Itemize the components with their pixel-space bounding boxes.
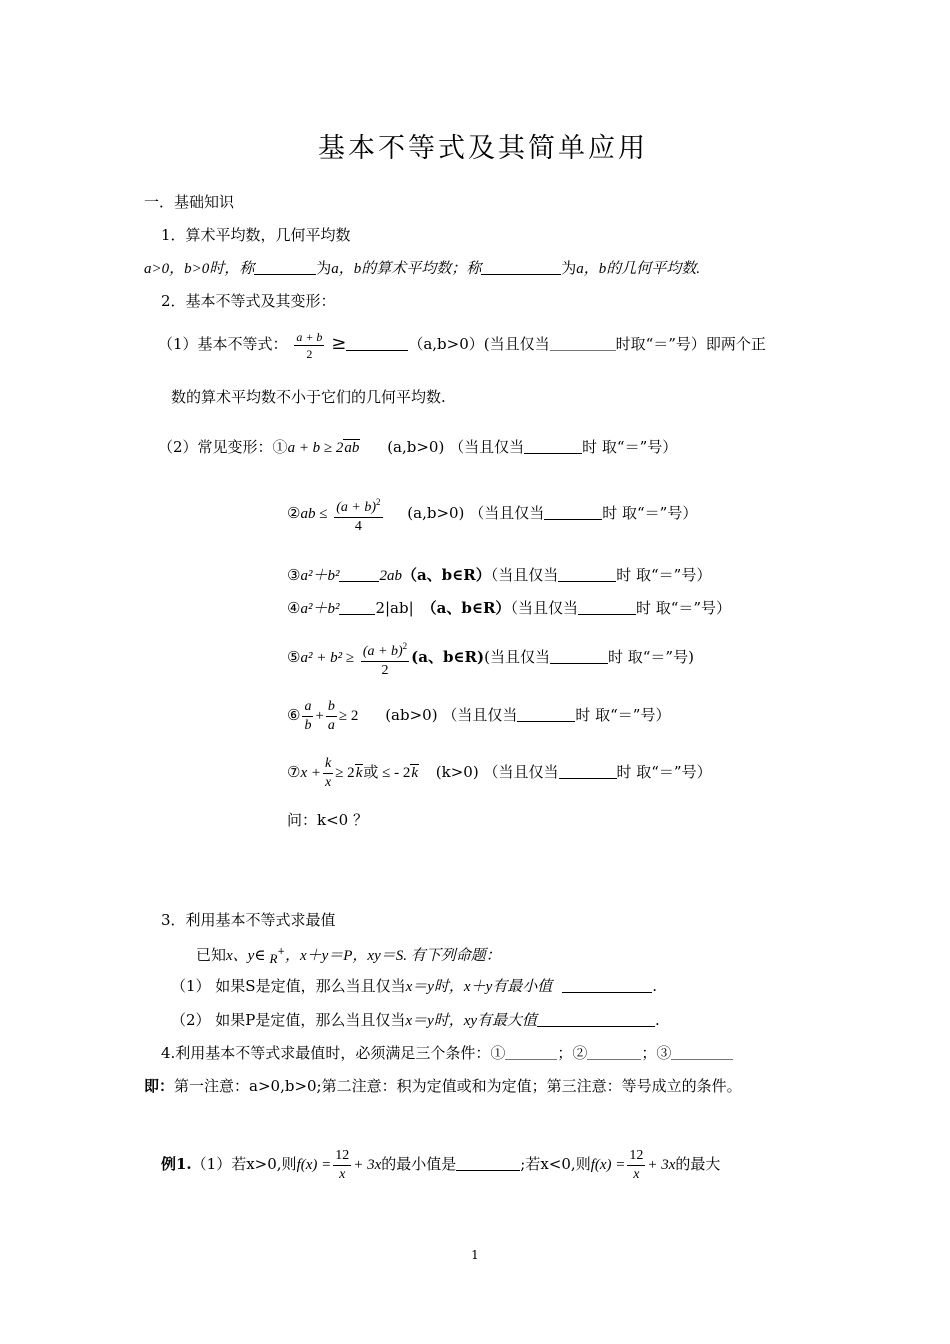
condition: （a、b∈R）: [421, 599, 511, 617]
denominator: a: [327, 717, 335, 733]
text: （当且仅当: [469, 504, 545, 522]
text: b>0时，称: [184, 261, 255, 277]
text: a，b的几何平均数.: [576, 261, 701, 277]
condition: （a,b>0）(当且仅当: [408, 335, 550, 353]
formula: x +: [300, 765, 321, 781]
fraction: [333, 1147, 351, 1184]
variant-1: [158, 437, 677, 458]
blank[interactable]: [550, 648, 608, 664]
blank[interactable]: [339, 599, 375, 615]
blank[interactable]: [587, 1044, 641, 1060]
sqrt: ab: [344, 440, 360, 456]
example-1: [161, 1142, 720, 1187]
section-heading: 一．基础知识: [144, 193, 235, 211]
function: f(x) =: [590, 1157, 626, 1173]
note-line: [144, 1076, 742, 1096]
formula: + 3x: [353, 1157, 382, 1173]
fraction: [323, 755, 333, 792]
condition: (a、b∈R): [411, 648, 485, 666]
blank[interactable]: [562, 977, 652, 993]
numerator: k: [323, 755, 333, 774]
variant-3: [287, 565, 711, 586]
denominator: 2: [381, 662, 389, 678]
basic-inequality-continued: 数的算术平均数不小于它们的几何平均数.: [171, 388, 446, 406]
label: （2）常见变形：: [158, 438, 273, 456]
function: f(x) =: [296, 1157, 332, 1173]
text: ;若x<0,则: [520, 1155, 591, 1173]
marker: ⑦: [287, 763, 301, 781]
denominator: x: [339, 1166, 346, 1182]
denominator: b: [304, 717, 312, 733]
text: 时 取“＝”号）: [582, 438, 678, 456]
proposition-1: [171, 976, 657, 997]
formula: a + b ≥ 2: [287, 440, 344, 456]
text: ，x＋y＝P，xy＝S. 有下列命题：: [284, 948, 501, 964]
sqrt: k: [411, 765, 419, 781]
numerator: [361, 637, 409, 662]
blank[interactable]: [346, 335, 408, 351]
formula: ab ≤: [300, 506, 328, 522]
text: (当且仅当: [484, 648, 550, 666]
exponent: 2: [376, 496, 381, 507]
question: 问：k<0 ？: [287, 811, 368, 829]
text: (a + b): [362, 643, 403, 659]
condition: (ab>0): [385, 706, 438, 724]
exponent: 2: [402, 640, 408, 651]
fraction: [627, 1147, 645, 1184]
geq-sign: ≥: [331, 333, 347, 354]
text: （当且仅当: [449, 438, 525, 456]
marker: ①: [272, 438, 288, 456]
blank[interactable]: [339, 566, 379, 582]
item-4-conditions: [161, 1043, 733, 1063]
condition: （a、b∈R）: [401, 566, 491, 584]
variant-5: [287, 636, 694, 680]
blank[interactable]: [544, 504, 602, 520]
text: 4.利用基本不等式求最值时，必须满足三个条件：①: [161, 1044, 506, 1062]
condition: (a,b>0): [387, 438, 445, 456]
text: （当且仅当: [510, 599, 578, 617]
example-label: 例1.: [161, 1155, 192, 1173]
blank[interactable]: [578, 599, 636, 615]
formula: 或 ≤ - 2: [363, 765, 411, 781]
text: (a + b): [336, 499, 376, 515]
item-3-heading: 3．利用基本不等式求最值: [161, 911, 336, 929]
text: 时 取“＝”号): [607, 648, 694, 666]
item-2-heading: 2．基本不等式及其变形：: [161, 292, 336, 310]
text: .: [652, 977, 658, 995]
text: （2） 如果P是定值，那么当且仅当: [171, 1011, 406, 1029]
variant-6: [287, 694, 670, 737]
variant-7: [287, 751, 712, 794]
marker: ②: [287, 504, 301, 522]
text: 时 取“＝”号）: [602, 504, 698, 522]
blank[interactable]: [559, 763, 617, 779]
blank[interactable]: [481, 259, 561, 275]
formula-rhs: 2ab: [379, 568, 402, 584]
formula: ≥ 2: [338, 708, 359, 724]
text: x＝y时，xy有最大值: [405, 1013, 538, 1029]
superscript-plus: +: [277, 947, 285, 957]
formula: + 3x: [647, 1157, 676, 1173]
text: x、y∈: [226, 948, 266, 964]
text: （1）若x>0,则: [191, 1155, 297, 1173]
known-conditions: [196, 942, 501, 969]
marker: ③: [287, 566, 301, 584]
mean-definition-line: [144, 258, 700, 279]
numerator: a + b: [296, 329, 323, 344]
numerator: [334, 493, 382, 518]
text: 时 取“＝”号）: [635, 599, 732, 617]
text: .: [655, 1011, 660, 1029]
text: 为: [561, 259, 577, 277]
label: （1）基本不等式：: [158, 335, 288, 353]
blank[interactable]: [456, 1155, 520, 1171]
note-text: 第一注意：a>0,b>0;第二注意：积为定值或和为定值；第三注意：等号成立的条件。: [174, 1077, 742, 1095]
text: （当且仅当: [483, 763, 559, 781]
text: ；②: [557, 1044, 588, 1062]
numerator: 12: [627, 1147, 645, 1166]
fraction: [326, 698, 337, 735]
text: 时 取“＝”号）: [575, 706, 671, 724]
basic-inequality-line: [158, 325, 766, 363]
blank[interactable]: [254, 259, 316, 275]
text: 时 取“＝”号）: [616, 566, 712, 584]
denominator: 4: [354, 518, 362, 534]
fraction: [302, 698, 313, 735]
denominator: x: [633, 1166, 640, 1182]
text: 的最大: [675, 1155, 721, 1173]
blank[interactable]: [524, 438, 582, 454]
plus-sign: +: [315, 708, 324, 724]
text: 时取“＝”号）即两个正: [615, 335, 766, 353]
text: （当且仅当: [442, 706, 518, 724]
blank[interactable]: [517, 706, 575, 722]
page-title: 基本不等式及其简单应用: [318, 133, 648, 164]
text: 已知: [196, 946, 227, 964]
denominator: 2: [306, 346, 313, 361]
text: （当且仅当: [490, 566, 559, 584]
text: （1） 如果S是定值，那么当且仅当: [171, 977, 406, 995]
variant-4: [287, 598, 731, 619]
marker: ④: [287, 599, 301, 617]
text: a，b的算术平均数；称: [331, 261, 482, 277]
item-1-heading: 1．算术平均数，几何平均数: [161, 226, 351, 244]
text: ；③: [641, 1044, 672, 1062]
blank[interactable]: [550, 335, 616, 351]
blank[interactable]: [558, 566, 616, 582]
condition: (a,b>0): [407, 504, 465, 522]
formula: a² + b² ≥: [300, 650, 355, 666]
proposition-2: [171, 1010, 660, 1031]
condition: (k>0): [435, 763, 479, 781]
numerator: b: [326, 698, 337, 717]
numerator: 12: [333, 1147, 351, 1166]
blank[interactable]: [537, 1011, 655, 1027]
text: x＝y时，x＋y有最小值: [405, 979, 553, 995]
real-set: R: [269, 951, 278, 966]
variant-2: [287, 492, 697, 536]
page-number: 1: [471, 1248, 479, 1262]
text: 为: [316, 259, 332, 277]
text: 的最小值是: [381, 1155, 457, 1173]
fraction: [361, 637, 409, 680]
sqrt: k: [355, 765, 363, 781]
blank[interactable]: [505, 1044, 557, 1060]
marker: ⑥: [287, 706, 301, 724]
formula-lhs: a²＋b²: [300, 568, 340, 584]
note-label: 即：: [144, 1077, 175, 1095]
fraction: [334, 493, 382, 536]
blank[interactable]: [671, 1044, 733, 1060]
fraction: [294, 329, 324, 362]
denominator: x: [324, 774, 332, 790]
text: 时 取“＝”号）: [616, 763, 712, 781]
text: a>0，: [144, 261, 185, 277]
formula-rhs: 2|ab|: [375, 599, 414, 617]
marker: ⑤: [287, 648, 301, 666]
formula: ≥ 2: [335, 765, 355, 781]
formula-lhs: a²＋b²: [300, 601, 340, 617]
numerator: a: [302, 698, 313, 717]
